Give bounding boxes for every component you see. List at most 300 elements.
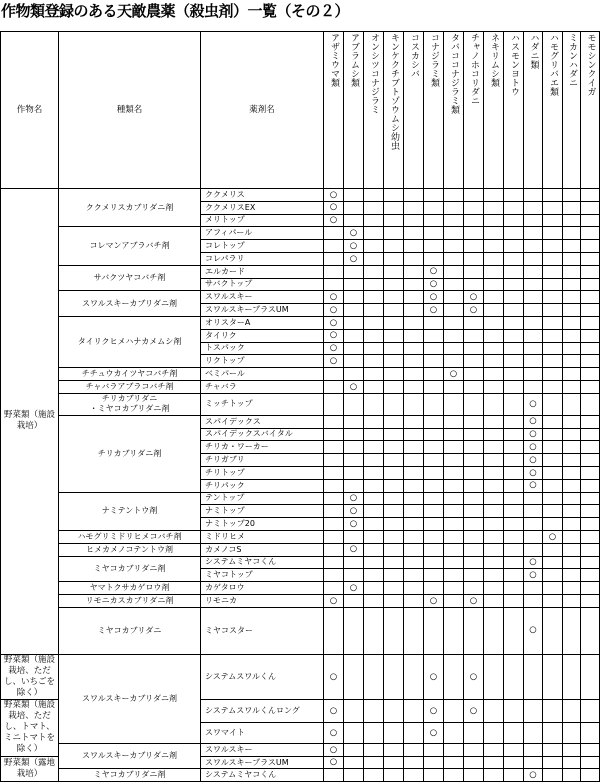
mark-cell [581,252,600,265]
mark-cell [344,415,364,428]
mark-cell [484,355,504,368]
mark-cell [524,428,543,441]
mark-cell [484,368,504,381]
mark-cell [364,518,384,531]
mark-cell [324,607,344,654]
mark-cell [543,699,563,722]
registered-mark: ○ [329,202,338,213]
registered-mark: ○ [529,441,537,452]
mark-cell [444,415,464,428]
mark-cell [364,756,384,769]
mark-cell [364,278,384,291]
registered-mark: ○ [349,240,358,251]
mark-cell [563,428,581,441]
mark-cell [444,582,464,595]
registered-mark: ○ [329,744,338,755]
mark-cell [364,189,384,202]
mark-cell [484,304,504,317]
drug-cell: システムミヤコくん [201,769,324,782]
mark-cell [581,265,600,278]
mark-cell [424,214,444,227]
mark-cell [404,265,424,278]
mark-cell [364,466,384,479]
registered-mark: ○ [529,569,537,580]
mark-cell [344,368,364,381]
mark-cell [404,454,424,467]
mark-cell [364,569,384,582]
mark-cell [484,492,504,505]
kind-cell: ハモグリミドリヒメコバチ剤 [59,530,201,543]
mark-cell [444,479,464,492]
mark-cell [344,214,364,227]
mark-cell [324,355,344,368]
mark-cell [543,769,563,782]
mark-cell [464,594,484,607]
mark-cell [424,530,444,543]
mark-cell [504,368,524,381]
mark-cell [324,380,344,393]
mark-cell [364,265,384,278]
mark-cell [504,428,524,441]
mark-cell [364,415,384,428]
mark-cell [364,214,384,227]
mark-cell [524,291,543,304]
mark-cell [563,569,581,582]
table-row [1,368,600,381]
mark-cell [543,316,563,329]
mark-cell [504,454,524,467]
mark-cell [324,316,344,329]
mark-cell [344,227,364,240]
mark-cell [324,479,344,492]
mark-cell [344,530,364,543]
mark-cell [364,479,384,492]
mark-cell [563,699,581,722]
mark-cell [344,722,364,743]
mark-cell [364,607,384,654]
mark-cell [504,227,524,240]
mark-cell [524,466,543,479]
drug-cell: チリパック [201,479,324,492]
mark-cell [424,654,444,699]
mark-cell [581,278,600,291]
mark-cell [484,227,504,240]
mark-cell [424,556,444,569]
mark-cell [484,214,504,227]
mark-cell [384,530,404,543]
mark-cell [324,699,344,722]
mark-cell [384,304,404,317]
mark-cell [364,355,384,368]
mark-cell [484,329,504,342]
mark-cell [524,492,543,505]
header-pest [344,32,364,189]
mark-cell [324,252,344,265]
mark-cell [464,428,484,441]
mark-cell [581,479,600,492]
mark-cell [404,441,424,454]
mark-cell [404,492,424,505]
mark-cell [504,329,524,342]
header-row [1,32,600,189]
table-row [1,530,600,543]
mark-cell [543,342,563,355]
mark-cell [524,252,543,265]
mark-cell [484,479,504,492]
mark-cell [581,454,600,467]
mark-cell [581,393,600,415]
mark-cell [504,769,524,782]
registered-mark: ○ [349,518,358,529]
drug-cell: オリスターA [201,316,324,329]
mark-cell [424,518,444,531]
drug-cell: ククメリス [201,189,324,202]
mark-cell [384,556,404,569]
mark-cell [543,454,563,467]
registered-mark: ○ [349,582,358,593]
mark-cell [543,368,563,381]
mark-cell [563,479,581,492]
mark-cell [404,569,424,582]
mark-cell [344,291,364,304]
table-row [1,265,600,278]
mark-cell [563,291,581,304]
mark-cell [504,756,524,769]
kind-cell: チチュウカイツヤコバチ剤 [59,368,201,381]
mark-cell [464,582,484,595]
mark-cell [524,393,543,415]
kind-cell: コレマンアブラバチ剤 [59,227,201,265]
table-row [1,189,600,202]
mark-cell [344,743,364,756]
mark-cell [364,556,384,569]
registered-mark: ○ [529,625,537,636]
mark-cell [464,316,484,329]
mark-cell [444,316,464,329]
mark-cell [484,594,504,607]
mark-cell [424,441,444,454]
mark-cell [581,201,600,214]
mark-cell [424,316,444,329]
mark-cell [384,240,404,253]
mark-cell [581,329,600,342]
mark-cell [444,492,464,505]
mark-cell [543,278,563,291]
mark-cell [444,428,464,441]
mark-cell [464,769,484,782]
mark-cell [563,214,581,227]
mark-cell [344,505,364,518]
mark-cell [324,415,344,428]
mark-cell [444,265,464,278]
crop-cell: 野菜類（施設栽培、ただし、トマト、ミニトマトを除く） [1,699,59,756]
mark-cell [484,441,504,454]
mark-cell [504,569,524,582]
registered-mark: ○ [349,505,358,516]
mark-cell [484,380,504,393]
mark-cell [464,492,484,505]
mark-cell [563,743,581,756]
mark-cell [524,518,543,531]
mark-cell [464,201,484,214]
kind-cell: ミヤコカブリダニ剤 [59,556,201,582]
mark-cell [581,518,600,531]
mark-cell [384,227,404,240]
mark-cell [524,769,543,782]
mark-cell [344,654,364,699]
mark-cell [504,722,524,743]
mark-cell [324,743,344,756]
mark-cell [464,505,484,518]
table-row [1,380,600,393]
registered-mark: ○ [349,228,358,239]
header-pest [563,32,581,189]
mark-cell [384,594,404,607]
mark-cell [324,428,344,441]
mark-cell [404,543,424,556]
mark-cell [444,240,464,253]
mark-cell [444,278,464,291]
mark-cell [581,240,600,253]
mark-cell [384,265,404,278]
mark-cell [581,304,600,317]
mark-cell [444,722,464,743]
drug-cell: コレパラリ [201,252,324,265]
mark-cell [484,265,504,278]
mark-cell [424,454,444,467]
header-pest [543,32,563,189]
mark-cell [581,492,600,505]
mark-cell [484,569,504,582]
mark-cell [384,654,404,699]
header-pest-label: ハモグリバエ類 [548,33,558,96]
mark-cell [404,466,424,479]
mark-cell [324,265,344,278]
mark-cell [504,252,524,265]
mark-cell [424,769,444,782]
mark-cell [444,518,464,531]
table-row [1,556,600,569]
mark-cell [444,743,464,756]
header-pest-label: オンシツコナジラミ [369,33,379,114]
kind-cell: スワルスキーカブリダニ剤 [59,743,201,769]
mark-cell [504,214,524,227]
page-title: 作物類登録のある天敵農薬（殺虫剤）一覧（その２） [1,2,350,20]
drug-cell: スパイデックスバイタル [201,428,324,441]
registered-mark: ○ [329,189,338,200]
mark-cell [444,530,464,543]
mark-cell [543,201,563,214]
drug-cell: スワルスキー [201,291,324,304]
mark-cell [344,201,364,214]
mark-cell [484,252,504,265]
mark-cell [364,722,384,743]
mark-cell [524,368,543,381]
mark-cell [504,355,524,368]
mark-cell [563,492,581,505]
mark-cell [484,291,504,304]
mark-cell [424,291,444,304]
header-pest [504,32,524,189]
mark-cell [324,769,344,782]
mark-cell [324,543,344,556]
kind-cell: ミヤコカブリダニ剤 [59,769,201,782]
mark-cell [324,342,344,355]
mark-cell [364,304,384,317]
mark-cell [484,393,504,415]
mark-cell [424,594,444,607]
header-pest [424,32,444,189]
header-pest-label: コスカシバ [409,33,419,78]
mark-cell [384,505,404,518]
kind-cell: スワルスキーカブリダニ剤 [59,291,201,317]
mark-cell [563,304,581,317]
drug-cell: システムスワルくんロング [201,699,324,722]
mark-cell [543,441,563,454]
mark-cell [404,582,424,595]
drug-cell: チリカ・ワーカー [201,441,324,454]
mark-cell [581,368,600,381]
header-crop: 作物名 [1,32,59,189]
mark-cell [543,189,563,202]
mark-cell [344,492,364,505]
mark-cell [464,393,484,415]
mark-cell [364,769,384,782]
header-pest-label: ミカンハダニ [567,33,577,87]
mark-cell [444,543,464,556]
mark-cell [344,342,364,355]
mark-cell [504,518,524,531]
mark-cell [464,415,484,428]
mark-cell [404,342,424,355]
mark-cell [504,265,524,278]
mark-cell [484,699,504,722]
mark-cell [404,278,424,291]
mark-cell [543,393,563,415]
mark-cell [504,342,524,355]
mark-cell [444,594,464,607]
mark-cell [384,428,404,441]
mark-cell [364,227,384,240]
mark-cell [543,505,563,518]
crop-cell: 野菜類（施設栽培） [1,189,59,655]
mark-cell [484,428,504,441]
mark-cell [344,594,364,607]
mark-cell [344,569,364,582]
header-pest-label: コナジラミ類 [429,33,439,87]
mark-cell [504,556,524,569]
mark-cell [324,518,344,531]
mark-cell [563,505,581,518]
kind-cell: タイリクヒメハナカメムシ剤 [59,316,201,367]
mark-cell [324,329,344,342]
mark-cell [424,505,444,518]
mark-cell [563,607,581,654]
mark-cell [563,240,581,253]
mark-cell [324,556,344,569]
mark-cell [581,415,600,428]
mark-cell [404,291,424,304]
mark-cell [543,479,563,492]
mark-cell [324,291,344,304]
drug-cell: トスパック [201,342,324,355]
mark-cell [384,582,404,595]
mark-cell [464,355,484,368]
mark-cell [464,291,484,304]
mark-cell [344,582,364,595]
mark-cell [543,466,563,479]
registered-mark: ○ [529,416,537,427]
registered-mark: ○ [329,705,338,716]
mark-cell [344,556,364,569]
mark-cell [344,304,364,317]
table-row [1,769,600,782]
kind-cell: チリカブリダニ剤 [59,415,201,492]
mark-cell [324,569,344,582]
mark-cell [563,227,581,240]
mark-cell [504,316,524,329]
registered-mark: ○ [329,727,338,738]
mark-cell [364,582,384,595]
mark-cell [581,316,600,329]
drug-cell: ククメリスEX [201,201,324,214]
mark-cell [404,415,424,428]
mark-cell [524,201,543,214]
mark-cell [524,756,543,769]
registered-mark: ○ [548,531,557,542]
mark-cell [524,355,543,368]
mark-cell [404,214,424,227]
mark-cell [424,189,444,202]
mark-cell [543,227,563,240]
mark-cell [324,227,344,240]
mark-cell [444,329,464,342]
mark-cell [581,654,600,699]
registered-mark: ○ [329,317,338,328]
mark-cell [384,743,404,756]
mark-cell [581,556,600,569]
mark-cell [364,342,384,355]
mark-cell [424,479,444,492]
mark-cell [464,304,484,317]
drug-cell: テントップ [201,492,324,505]
mark-cell [563,252,581,265]
mark-cell [524,278,543,291]
mark-cell [504,304,524,317]
mark-cell [484,582,504,595]
mark-cell [424,569,444,582]
header-pest-label: タバココナジラミ類 [449,33,459,114]
mark-cell [344,380,364,393]
mark-cell [563,342,581,355]
mark-cell [484,201,504,214]
mark-cell [524,189,543,202]
registered-mark: ○ [469,595,478,606]
registered-mark: ○ [329,671,338,682]
drug-cell: アフィパール [201,227,324,240]
mark-cell [563,556,581,569]
mark-cell [444,393,464,415]
mark-cell [364,441,384,454]
mark-cell [464,240,484,253]
mark-cell [464,699,484,722]
mark-cell [484,316,504,329]
mark-cell [404,329,424,342]
mark-cell [524,479,543,492]
mark-cell [364,380,384,393]
mark-cell [543,569,563,582]
mark-cell [404,479,424,492]
